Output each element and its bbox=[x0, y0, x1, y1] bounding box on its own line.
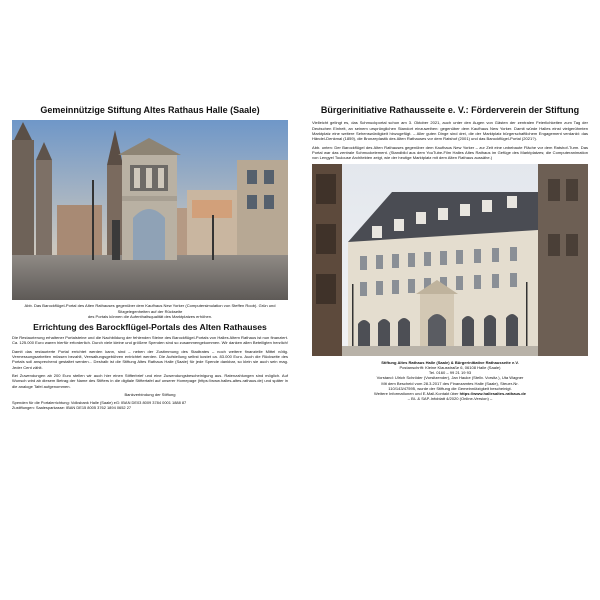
paragraph: Bei Zuwendungen ab 200 Euro stellen wir auch hier einen Stifterbrief und eine Zuwendungsbescheinigung aus. Ratenzahlungen sind möglich. Auf Wunsch wird ab diesem Betrag der Name des Stifters in die digitale Stiftertafel auf unserer Homepage (https://www.halles-altes-rathaus.de) und später in die analoge Tafel aufgenommen. bbox=[12, 372, 288, 389]
left-title: Gemeinnützige Stiftung Altes Rathaus Halle (Saale) bbox=[40, 105, 260, 115]
portal-simulation-photo bbox=[12, 120, 288, 300]
baroque-wing-render bbox=[312, 164, 588, 356]
flyer-page bbox=[12, 105, 588, 490]
bank-line: Zustiftungen: Saalesparkasse: IBAN DE15 8005 3762 1894 0652 27 bbox=[12, 405, 132, 411]
right-column bbox=[312, 105, 588, 402]
bank-heading: Bankverbindung der Stiftung bbox=[124, 391, 176, 397]
caption-line: Abb. Das Barockflügel-Portal des Alten Rathauses gegenüber dem Kaufhaus New Yorker (Computersimulation von Steffen Roob). Grün und Sitzgelegenheiten auf der Rückseite bbox=[24, 303, 276, 314]
caption-line: des Portals können die Aufenthaltsqualität des Marktplatzes erhöhen. bbox=[87, 313, 213, 319]
footer-info-text: Weitere Informationen und E-Mail-Kontakt über bbox=[373, 391, 460, 397]
bank-line: Spenden für die Portalerrichtung: Volksbank Halle (Saale) eG: IBAN DE03 8009 3784 0001 1888 87 bbox=[12, 400, 187, 406]
contact-footer bbox=[312, 360, 588, 402]
portal-heading: Errichtung des Barockflügel-Portals des Alten Rathauses bbox=[33, 322, 267, 333]
paragraph: Abb. unten: Der Barockflügel des Alten Rathauses gegenüber dem Kaufhaus New Yorker – zur Zeit eine unbebaute Fläche vor dem Ratshof-Turm. Das Portal war das zentrale Schmuckelement. (Standbild aus dem YouTube-Film Halles Altes Rathaus im Gefüge des Marktplatzes; die Computeranimation von Lengyel Toulouse Architekten zeigt, wie der heutige Marktplatz mit dem Alten Rathaus aussähe.) bbox=[312, 144, 588, 161]
footer-edition: – BI- & SAP-Infoblatt 4/2020 (Online-Version) – bbox=[407, 396, 493, 402]
paragraph: Vielleicht gelingt es, das Schmuckportal schon am 3. Oktober 2021, auch unter den Augen von Gästen der zentralen Feierlichkeiten zum Tag der Deutschen Einheit, an seinem ursprünglichen Standort einzuweihen: gegenüber dem Kaufhaus New Yorker. Damit würde Halles einst vielgerühmten Marktplatz eine weitere Sehenswürdigkeit hinzugefügt. – Aller guten Dinge sind drei, die der Marktplatz bürgerschaftlichem Engagement verdankt: das Händel-Denkmal (1859), die Bronzeplastik des Alten Rathauses vor dem Ratshof (2001) und das Barockflügel-Portal (2021?). bbox=[312, 120, 588, 142]
footer-org-line: Stiftung Altes Rathaus Halle (Saale) & Bürgerinitiative Rathausseite e.V. bbox=[381, 359, 519, 365]
website-link[interactable]: https://www.hallesaltes-rathaus.de bbox=[459, 391, 527, 397]
footer-tax-line: Mit dem Bescheid vom 28.3.2017 des Finanzamtes Halle (Saale), Steuer-Nr. bbox=[381, 380, 519, 386]
left-column bbox=[12, 105, 288, 411]
paragraph: Damit das restaurierte Portal errichtet werden kann, sind – neben der Zustimmung des Stadtrates – noch weitere finanzielle Mittel nötig. Vermessungsarbeiten müssen bezahlt, Verwaltungsgebühren entrichtet werden. Die Aufstellung selbst kostet ca. 83.000 Euro. Auch die Rückseite des Portals soll ansprechend gestaltet werden... Deshalb ist die Stiftung Altes Rathaus Halle (Saale) für jede Spende dankbar, so klein sie auch sein mag. Jeder Cent zählt. bbox=[12, 348, 288, 370]
footer-board: Vorstand: Ulrich Schröder (Vorsitzender), Jan Hauke (Stellv. Vorsitz.), Uta Wagner bbox=[376, 375, 524, 381]
portal-photo-caption bbox=[12, 303, 288, 319]
footer-phone: Tel. 0160 – 99 21 19 93 bbox=[428, 370, 472, 376]
footer-tax-line: 110/143/47595, wurde der Stiftung die Gemeinnützigkeit bescheinigt. bbox=[388, 385, 512, 391]
paragraph: Die Restaurierung erhaltener Portalsteine und die Nachbildung der fehlenden Steine des Barockflügel-Portals von Halles Altem Rathaus ist nun finanziert. Ca. 125.000 Euro waren hierfür erforderlich. Durch viele kleine und größere Spenden sind so zusammengekommen. Wir danken allen Beteiligten herzlich! bbox=[12, 334, 289, 346]
right-title: Bürgerinitiative Rathausseite e. V.: Förderverein der Stiftung bbox=[320, 105, 580, 115]
footer-address: Postanschrift: Kleine Klausstraße 6, 06108 Halle (Saale) bbox=[399, 364, 501, 370]
